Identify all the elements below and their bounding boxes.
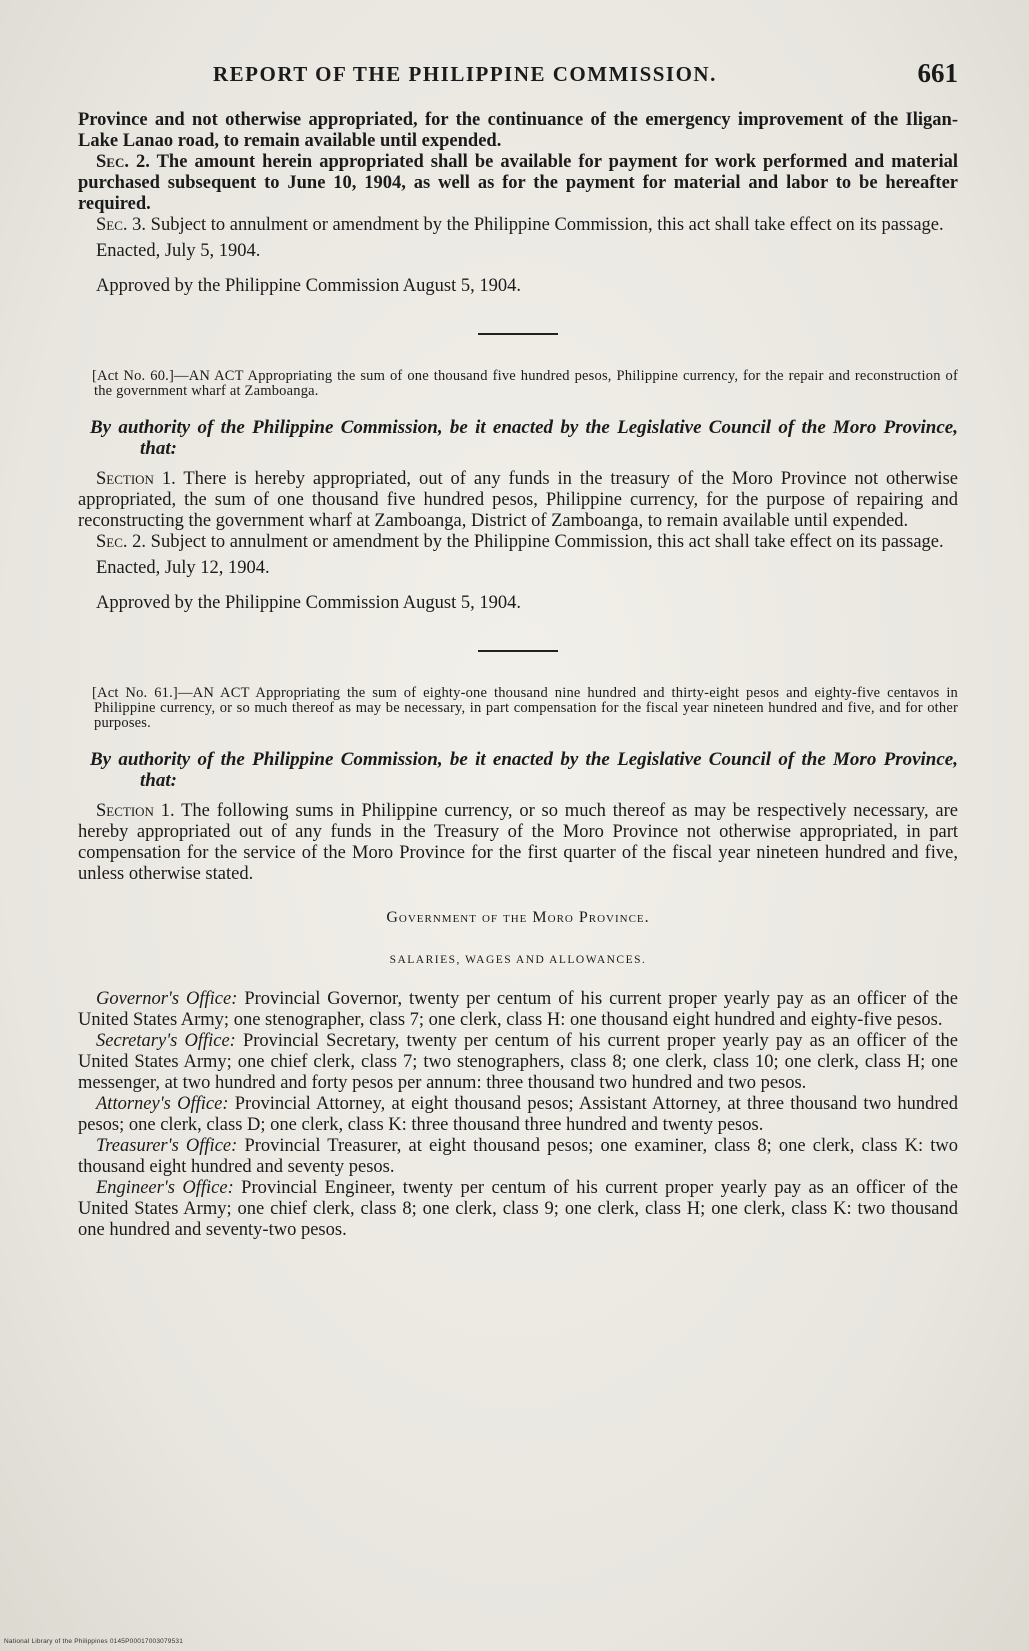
running-title: REPORT OF THE PHILIPPINE COMMISSION. <box>213 62 717 86</box>
section-text: The amount herein appropriated shall be available for payment for work performed and material purchased subsequent to June 10, 1904, as well as for the payment for material and labor to be hereafter required. <box>78 152 958 214</box>
act61-authority: By authority of the Philippine Commission, be it enacted by the Legislative Council of the Moro Province, that: <box>90 749 958 791</box>
act60-section-1 <box>78 469 958 532</box>
office-name: Treasurer's Office: <box>96 1136 238 1156</box>
section-divider <box>478 333 558 335</box>
office-text: Provincial Secretary, twenty per centum of his current proper yearly pay as an officer of the United States Army; one chief clerk, class 7; two stenographers, class 8; one clerk, class 10; one clerk, class H; one messenger, at two hundred and forty pesos per annum: three thousand two hundred and two pesos. <box>78 1031 958 1093</box>
office-name: Governor's Office: <box>96 989 238 1009</box>
act60-authority: By authority of the Philippine Commission, be it enacted by the Legislative Council of the Moro Province, that: <box>90 417 958 459</box>
section-label: Section 1. <box>96 801 175 821</box>
act60-enacted: Enacted, July 12, 1904. <box>96 558 270 578</box>
page-header <box>78 58 958 98</box>
act60-approved: Approved by the Philippine Commission August 5, 1904. <box>96 593 521 613</box>
act61-section-1 <box>78 801 958 885</box>
act59-opening: Province and not otherwise appropriated, for the continuance of the emergency improvement of the Iligan-Lake Lanao road, to remain available until expended. <box>78 110 958 151</box>
section-text: There is hereby appropriated, out of any funds in the treasury of the Moro Province not otherwise appropriated, the sum of one thousand five hundred pesos, Philippine currency, for the purpose of repairing and reconstructing the government wharf at Zamboanga, District of Zamboanga, to remain available until expended. <box>78 469 958 531</box>
office-paragraph-secretary <box>78 1031 958 1094</box>
office-text: Provincial Engineer, twenty per centum of his current proper yearly pay as an officer of the United States Army; one chief clerk, class 8; one clerk, class 9; one clerk, class H; one clerk, class K: two thousand one hundred and seventy-two pesos. <box>78 1178 958 1240</box>
section-divider <box>478 650 558 652</box>
section-label: Sec. 2. <box>96 152 150 172</box>
section-text: The following sums in Philippine currency, or so much thereof as may be respectively necessary, are hereby appropriated out of any funds in the Treasury of the Moro Province not otherwise appropriated, in part compensation for the service of the Moro Province for the first quarter of the fiscal year nineteen hundred and five, unless otherwise stated. <box>78 801 958 884</box>
section-label: Section 1. <box>96 469 176 489</box>
act59-section-2 <box>78 152 958 215</box>
section-label: Sec. 2. <box>96 532 147 552</box>
act59-enacted: Enacted, July 5, 1904. <box>96 241 261 261</box>
office-paragraph-attorney <box>78 1094 958 1136</box>
office-paragraph-governor <box>78 989 958 1031</box>
office-name: Engineer's Office: <box>96 1178 234 1198</box>
office-name: Secretary's Office: <box>96 1031 236 1051</box>
section-label: Sec. 3. <box>96 215 147 235</box>
act59-approved: Approved by the Philippine Commission August 5, 1904. <box>96 276 521 296</box>
act59-section-3 <box>78 215 958 236</box>
act61-heading: Government of the Moro Province. <box>386 909 650 926</box>
office-text: Provincial Governor, twenty per centum of his current proper yearly pay as an officer of the United States Army; one stenographer, class 7; one clerk, class H: one thousand eight hundred and eighty-five pesos. <box>78 989 959 1030</box>
page-content <box>78 110 958 1241</box>
office-paragraph-treasurer <box>78 1136 958 1178</box>
scan-footer-note: National Library of the Philippines 0145P00017003079531 <box>4 1638 184 1645</box>
section-text: Subject to annulment or amendment by the Philippine Commission, this act shall take effect on its passage. <box>146 532 944 552</box>
act60-section-2 <box>78 532 958 553</box>
page-number: 661 <box>917 58 958 88</box>
office-text: Provincial Treasurer, at eight thousand pesos; one examiner, class 8; one clerk, class K: two thousand eight hundred and seventy pesos. <box>78 1136 958 1177</box>
act61-subheading: SALARIES, WAGES AND ALLOWANCES. <box>389 954 647 966</box>
office-paragraph-engineer <box>78 1178 958 1241</box>
office-name: Attorney's Office: <box>96 1094 229 1114</box>
section-text: Subject to annulment or amendment by the Philippine Commission, this act shall take effect on its passage. <box>146 215 944 235</box>
office-text: Provincial Attorney, at eight thousand pesos; Assistant Attorney, at three thousand two hundred pesos; one clerk, class D; one clerk, class K: three thousand three hundred and twenty pesos. <box>78 1094 958 1135</box>
act61-title: [Act No. 61.]—AN ACT Appropriating the sum of eighty-one thousand nine hundred and thirty-eight pesos and eighty-five centavos in Philippine currency, or so much thereof as may be necessary, in part compensation for the fiscal year nineteen hundred and five, and for other purposes. <box>92 685 958 731</box>
act60-title: [Act No. 60.]—AN ACT Appropriating the sum of one thousand five hundred pesos, Philippine currency, for the repair and reconstruction of the government wharf at Zamboanga. <box>92 368 958 399</box>
